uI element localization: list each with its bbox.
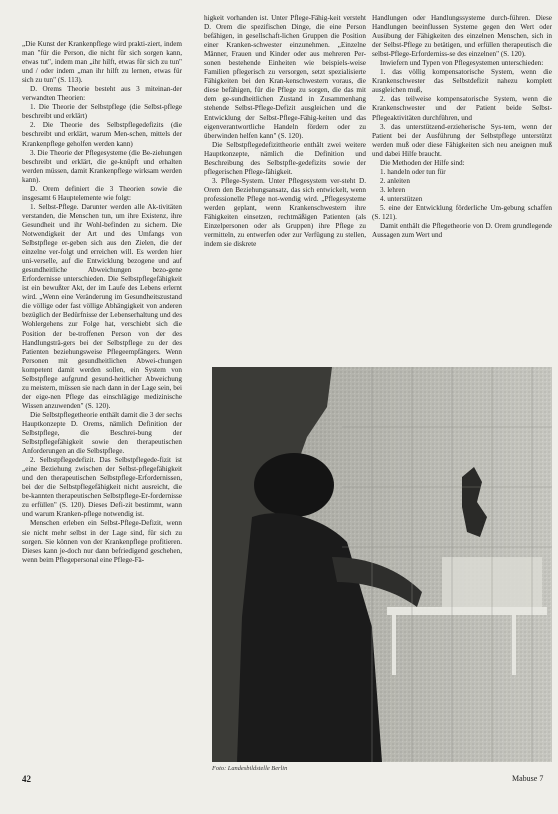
list-item: 1. das völlig kompensatorische System, wenn die Krankenschwester das Selbstdefizit nahezu komplett ausgleichen muß, xyxy=(372,68,552,95)
paragraph: Inwiefern und Typen von Pflegesystemen unterschieden: xyxy=(380,59,544,68)
paragraph: Menschen erleben ein Selbst-Pflege-Defizit, wenn sie nicht mehr selbst in der Lage sind, für sich zu sorgen. Sie können von der Krankenpflege profitieren. Dieses kann je-doch nur dann befriedigend geschehen, wenn beim Pflegepersonal eine Pflege-Fä- xyxy=(22,519,182,564)
paragraph: Die Methoden der Hilfe sind: xyxy=(380,158,465,167)
paragraph: D. Orem definiert die 3 Theorien sowie die insgesamt 6 Hauptelemente wie folgt: xyxy=(22,184,182,202)
paragraph: Die Selbstpflegetheorie enthält damit die 3 der sechs Hauptkonzepte D. Orems, nämlich Definition der Selbstpflege, die Beschrei-bung der Selbstpflegefähigkeit sowie den therapeutischen Anforderungen an die Selbstpflege. xyxy=(22,410,182,456)
journal-name: Mabuse 7 xyxy=(512,774,544,783)
paragraph: 2. Selbstpflegedefizit. Das Selbstpflegede-fizit ist „eine Beziehung zwischen der Selbst-pflegefähigkeit und den therapeutischen Selbstpflege-Erfordernissen, bei der die Selbstpflegefähigkeit nicht ausreicht, die be-kannten therapeutischen Selbstpflege-Er-fordernisse zu erfüllen" (S. 120). Dieses Defi-zit bestimmt, wann und warum Kranken-pflege notwendig ist. xyxy=(22,456,182,519)
paragraph: 1. Selbst-Pflege. Darunter werden alle Ak-tivitäten verstanden, die Menschen tun, um ihre Existenz, ihre Gesundheit und ihr Wohl-befinden zu sichern. Die Notwendigkeit der Art und des Umfangs von Selbstpflege er-geben sich aus den Zielen, die der einzelne ver-folgt und erreichen will. Es werden hier uni-verselle, auf die Entwicklung bezogene und auf gesundheitliche Abweichungen bezo-gene Erfordernisse unterschieden. Die Selbstpflegefähigkeit ist ein bewußter Akt, der im Laufe des Lebens erlernt wird. „Wenn eine Veränderung im Gesundheitszustand die völlige oder fast völlige Abhängigkeit von anderen bezüglich der Bedürfnisse der Lebenserhaltung und des Wohlergehens zur Folge hat, verschiebt sich die Position der be-troffenen Person von der des Handlungsträ-gers bei der Selbstpflege zu der des Patienten beziehungsweise Pflegeempfängers. Wenn Personen mit gesundheitlichen Abwei-chungen kompetent damit werden sollen, ein System von Selbstpflege aufgrund gesund-heitlicher Abweichung zu meistern, müssen sie nach dann in der Lage sein, bei der eige-nen Pflege das einschlägige medizinische Wissen anzuwenden" (S. 120). xyxy=(22,202,182,410)
page-number: 42 xyxy=(22,774,31,784)
list-item: 1. handeln oder tun für xyxy=(380,167,446,176)
photo-credit: Foto: Landesbildstelle Berlin xyxy=(212,765,288,772)
list-item: 3. lehren xyxy=(380,185,406,194)
text-column-middle xyxy=(204,14,366,249)
list-item: 5. eine der Entwicklung förderliche Um-gebung schaffen (S. 121). xyxy=(372,203,552,222)
head-shape xyxy=(254,453,334,517)
hospital-photo xyxy=(212,367,552,762)
photo-illustration xyxy=(212,367,552,762)
paragraph: Handlungen oder Handlungssysteme durch-führen. Diese Handlungen beeinflussen Systeme gegen den Wert oder Ausübung der Fähigkeiten des einzelnen Menschen, sich in der Selbst-Pflege zu betätigen, und erfüllen therapeutisch die selbst-Pflege-Erforderniss-se des einzelnen" (S. 120). xyxy=(372,14,552,59)
paragraph: D. Orems Theorie besteht aus 3 miteinan-der verwandten Theorien: xyxy=(22,85,182,103)
paragraph: Die Selbstpflegedefizittheorie enthält zwei weitere Hauptkonzepte, nämlich die Definition und Beschreibung des Selbstpfle-gedefizits sowie der pflegerischen Pflege-fähigkeit. xyxy=(204,140,366,176)
paragraph: 3. Pflege-System. Unter Pflegesystem ver-steht D. Orem den Beziehungsansatz, das sich entwickelt, wenn professionelle Pflege not-wendig wird. „Pflegesysteme werden geplant, wenn Krankenschwestern ihre Fähigkeiten einsetzen, rechtmäßigen Patienten (als Einzelpersonen oder als Gruppen) ihre Pflege zu vermitteln, zu entwerfen oder zur Verfügung zu stellen, indem sie diskrete xyxy=(204,176,366,249)
list-item: 4. unterstützen xyxy=(380,194,423,203)
list-item: 1. Die Theorie der Selbstpflege (die Selbst-pflege beschreibt und erklärt) xyxy=(22,103,182,121)
text-column-left xyxy=(22,40,182,565)
list-item: 3. das unterstützend-erzieherische Sys-tem, wenn der Patient bei der Ausführung der Selbstpflege unterstützt werden muß oder diese Fähigkeiten sich neu aneignen muß und dabei Hilfe braucht. xyxy=(372,122,552,158)
list-item: 3. Die Theorie der Pflegesysteme (die Be-ziehungen beschreibt und erklärt, die ge-knüpft und erhalten werden müssen, damit Krankenpflege wirksam werden kann). xyxy=(22,148,182,184)
list-item: 2. das teilweise kompensatorische System, wenn die Krankenschwester und der Patient beide Selbst-Pflegeaktivitäten durchführen, und xyxy=(372,95,552,122)
paragraph: Damit enthält die Pflegetheorie von D. Orem grundlegende Aussagen zum Wert und xyxy=(372,222,552,240)
paragraph: higkeit vorhanden ist. Unter Pflege-Fähig-keit versteht D. Orem die spezifischen Dinge, die eine Person befähigen, in gesellschaft-lichen Gruppen die Position einer Kranken-schwester einzunehmen. „Einzelne Männer, Frauen und Kinder oder aus mehreren Per-sonen bestehende Einheiten wie beispiels-weise Familien pflegerisch zu versorgen, setzt spezialisierte Fähigkeiten bei den Kran-kenschwestern voraus, die diese befähigen, für die Pflege zu sorgen, die das mit dem ge-sundheitlichen Zustand in Zusammenhang stehende Selbst-Pflege-Defizit ausgleichen und die Entwicklung der Selbst-Pflege-Fähig-keiten und das eigenverantwortliche Handeln fördern oder zu überwinden helfen kann" (S. 120). xyxy=(204,14,366,140)
list-item: 2. Die Theorie des Selbstpflegedefizits (die beschreibt und erklärt, warum Men-schen, mittels der Krankenpflege geholfen werden kann) xyxy=(22,121,182,148)
text-column-right xyxy=(372,14,552,240)
list-item: 2. anleiten xyxy=(380,176,410,185)
paragraph: „Die Kunst der Krankenpflege wird prakti-ziert, indem man "für die Person, die nicht für sich sorgen kann, etwas tut", indem man „ihr hilft, etwas für sich zu tun" und / oder indem „man ihr hilft zu lernen, etwas für sich zu tun" (S. 113). xyxy=(22,40,182,85)
